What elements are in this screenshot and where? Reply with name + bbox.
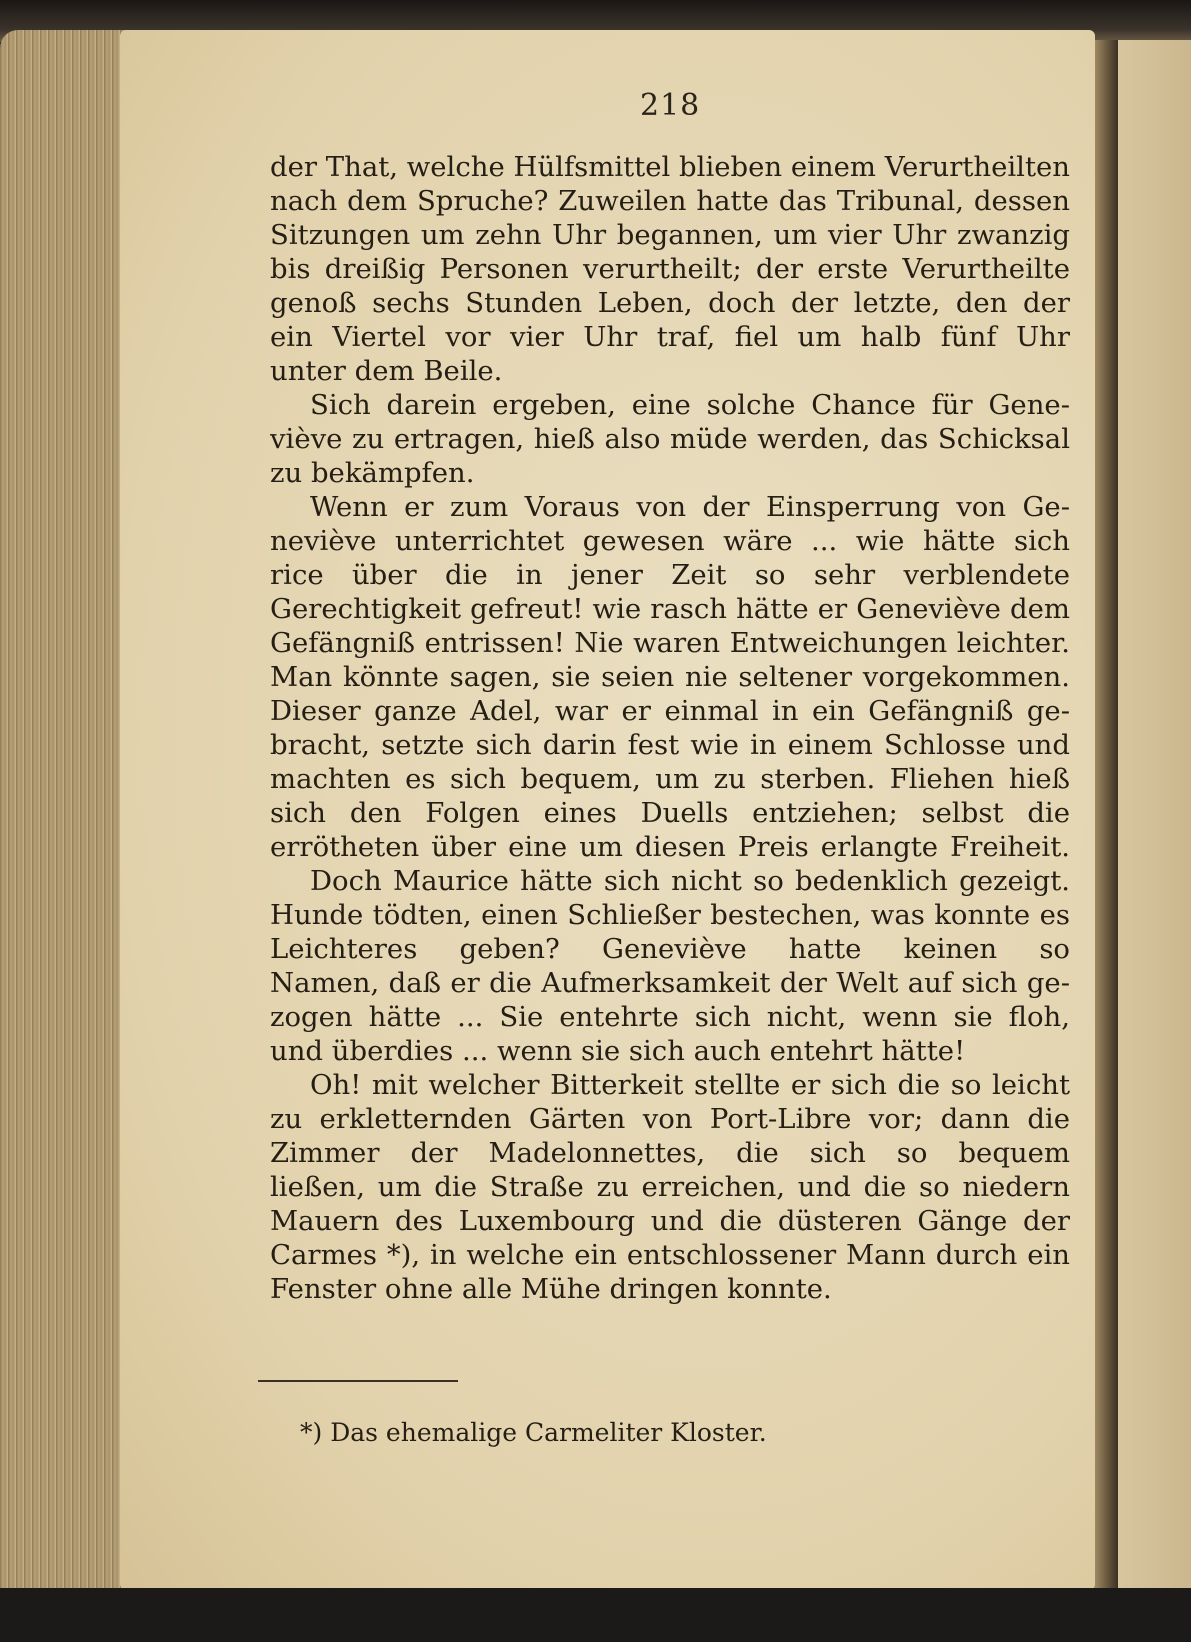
text-line: Oh! mit welcher Bitterkeit stellte er sich die so leicht: [310, 1069, 1070, 1101]
text-line: ließen, um die Straße zu erreichen, und die so niedern: [270, 1171, 1070, 1203]
footnote-divider: [258, 1380, 458, 1382]
body-text: [270, 150, 1070, 1306]
text-line: Leichteres geben? Geneviève hatte keinen so: [270, 933, 1070, 965]
text-line: machten es sich bequem, um zu sterben. Fliehen hieß: [270, 763, 1070, 795]
text-line: Man könnte sagen, sie seien nie seltener vorgekommen.: [270, 661, 1070, 693]
facing-page-edge: [1118, 40, 1191, 1600]
text-line: Fenster ohne alle Mühe dringen konnte.: [270, 1273, 832, 1305]
text-line: Doch Maurice hätte sich nicht so bedenklich gezeigt.: [310, 865, 1070, 897]
text-line: Sitzungen um zehn Uhr begannen, um vier Uhr zwanzig: [270, 219, 1070, 251]
text-line: ein Viertel vor vier Uhr traf, fiel um halb fünf Uhr: [270, 321, 1070, 353]
text-line: und überdies ... wenn sie sich auch entehrt hätte!: [270, 1035, 966, 1067]
text-line: Gefängniß entrissen! Nie waren Entweichungen leichter.: [270, 627, 1070, 659]
text-line: Gerechtigkeit gefreut! wie rasch hätte er Geneviève dem: [270, 593, 1070, 625]
text-line: Sich darein ergeben, eine solche Chance für Gene-: [310, 389, 1070, 421]
text-line: zu erkletternden Gärten von Port-Libre vor; dann die: [270, 1103, 1070, 1135]
page-number: 218: [640, 88, 701, 123]
text-line: rice über die in jener Zeit so sehr verblendete: [270, 559, 1070, 591]
text-line: der That, welche Hülfsmittel blieben einem Verurtheilten: [270, 151, 1070, 183]
footnote: *) Das ehemalige Carmeliter Kloster.: [300, 1418, 767, 1447]
text-line: Namen, daß er die Aufmerksamkeit der Welt auf sich ge-: [270, 967, 1070, 999]
text-line: bracht, setzte sich darin fest wie in einem Schlosse und: [270, 729, 1070, 761]
text-line: unter dem Beile.: [270, 355, 503, 387]
text-line: zogen hätte ... Sie entehrte sich nicht, wenn sie floh,: [270, 1001, 1070, 1033]
text-line: Carmes *), in welche ein entschlossener Mann durch ein: [270, 1239, 1070, 1271]
text-line: viève zu ertragen, hieß also müde werden, das Schicksal: [270, 423, 1070, 455]
text-line: genoß sechs Stunden Leben, doch der letzte, den der: [270, 287, 1070, 319]
text-line: Wenn er zum Voraus von der Einsperrung von Ge-: [310, 491, 1070, 523]
text-line: Dieser ganze Adel, war er einmal in ein Gefängniß ge-: [270, 695, 1070, 727]
page-stack-edge: [0, 30, 130, 1605]
text-line: nach dem Spruche? Zuweilen hatte das Tribunal, dessen: [270, 185, 1070, 217]
text-line: errötheten über eine um diesen Preis erlangte Freiheit.: [270, 831, 1070, 863]
scan-background-bottom: [0, 1588, 1191, 1642]
text-line: Zimmer der Madelonnettes, die sich so bequem: [270, 1137, 1070, 1169]
text-line: bis dreißig Personen verurtheilt; der erste Verurtheilte: [270, 253, 1070, 285]
text-line: zu bekämpfen.: [270, 457, 475, 489]
text-line: Hunde tödten, einen Schließer bestechen, was konnte es: [270, 899, 1070, 931]
text-line: neviève unterrichtet gewesen wäre ... wie hätte sich: [270, 525, 1070, 557]
text-line: sich den Folgen eines Duells entziehen; selbst die: [270, 797, 1070, 829]
text-line: Mauern des Luxembourg und die düsteren Gänge der: [270, 1205, 1070, 1237]
